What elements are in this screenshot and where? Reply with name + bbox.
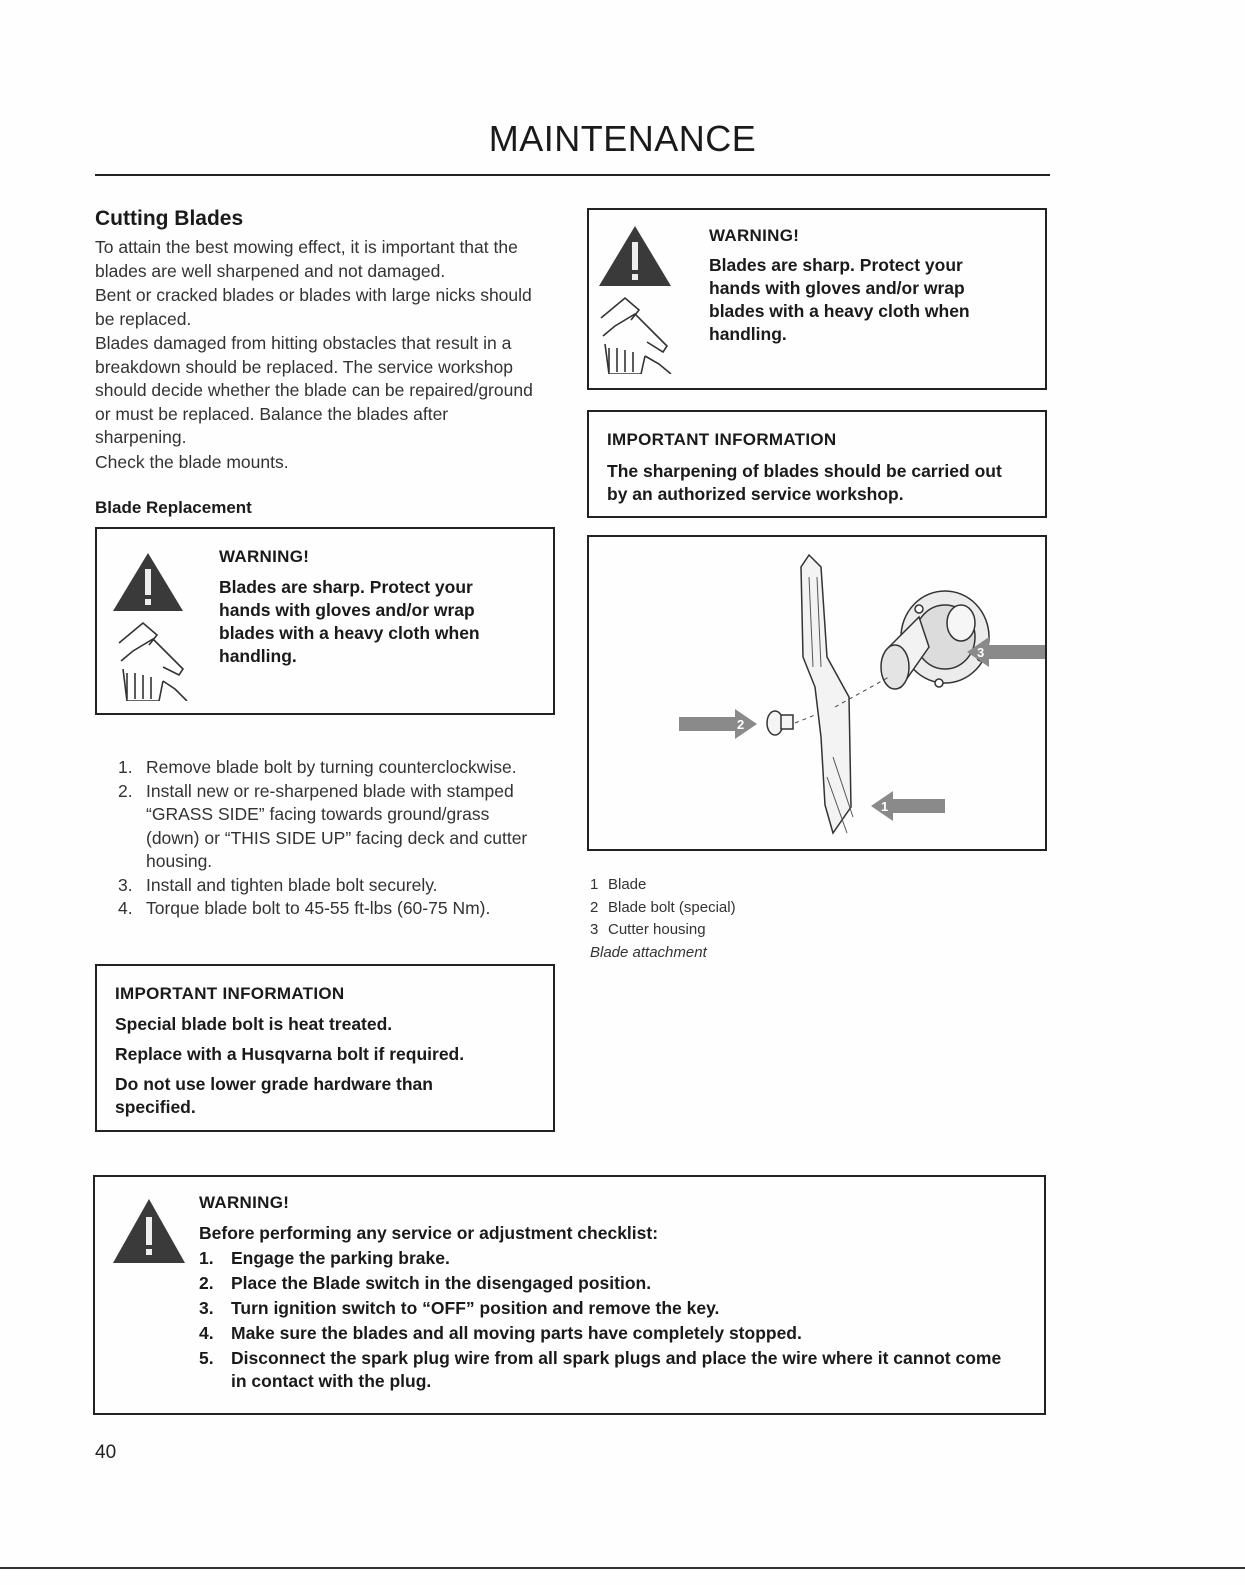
checklist-number: 4. — [199, 1323, 214, 1343]
important-line: Special blade bolt is heat treated. — [115, 1014, 393, 1034]
page-number: 40 — [95, 1442, 117, 1463]
checklist-text: Place the Blade switch in the disengaged position. — [231, 1273, 652, 1293]
step-text: Remove blade bolt by turning counterclockwise. — [146, 757, 517, 777]
legend-item — [590, 874, 736, 897]
callout-label: 1 — [881, 799, 889, 814]
warning-text: Blades are sharp. Protect your hands with gloves and/or wrap blades with a heavy cloth when handling. — [219, 577, 480, 666]
callout-label: 3 — [977, 645, 985, 660]
list-item — [118, 756, 558, 780]
warning-text: Blades are sharp. Protect your hands with gloves and/or wrap blades with a heavy cloth when handling. — [709, 255, 970, 344]
legend-label: Cutter housing — [608, 921, 706, 938]
important-text — [115, 1013, 535, 1119]
legend-label: Blade bolt (special) — [608, 898, 736, 916]
step-number: 2. — [118, 780, 133, 801]
blade-bolt-drawing — [767, 711, 793, 735]
figure-caption: Blade attachment — [590, 943, 707, 961]
warning-heading: WARNING! — [219, 547, 310, 566]
step-text: Install and tighten blade bolt securely. — [146, 874, 438, 895]
warning-box-glove — [95, 527, 555, 715]
callout-arrow-2 — [679, 709, 757, 739]
important-line: Replace with a Husqvarna bolt if required. — [115, 1044, 465, 1064]
cutter-housing-drawing — [881, 591, 989, 689]
warning-box-checklist — [93, 1175, 1046, 1415]
list-item — [118, 780, 558, 874]
blade-drawing — [801, 555, 851, 833]
step-number: 1. — [118, 757, 133, 777]
warning-triangle-icon — [595, 224, 679, 374]
intro-paragraph: Bent or cracked blades or blades with large nicks should be replaced. — [95, 285, 532, 329]
step-text: Torque blade bolt to 45-55 ft-lbs (60-75 Nm). — [146, 898, 491, 918]
figure-legend — [590, 874, 736, 964]
warning-heading: WARNING! — [199, 1193, 290, 1212]
warning-box-glove-right — [587, 208, 1047, 390]
important-info-box-right — [587, 410, 1047, 518]
intro-paragraph: Check the blade mounts. — [95, 451, 289, 472]
intro-paragraph: Blades damaged from hitting obstacles that result in a breakdown should be replaced. The service workshop should decide whether the blade can be repaired/ground or must be replaced. Balance the blades after sharpening. — [95, 333, 533, 447]
warning-checklist — [199, 1222, 1019, 1393]
list-item — [118, 874, 558, 898]
intro-paragraph: To attain the best mowing effect, it is important that the blades are well sharpened and not damaged. — [95, 237, 518, 281]
warning-heading: WARNING! — [709, 226, 800, 245]
important-heading: IMPORTANT INFORMATION — [607, 430, 837, 449]
subsection-title: Blade Replacement — [95, 498, 252, 517]
callout-label: 2 — [737, 717, 745, 732]
checklist-number: 5. — [199, 1348, 214, 1368]
important-line: Do not use lower grade hardware than specified. — [115, 1074, 433, 1117]
important-info-box-left — [95, 964, 555, 1132]
checklist-text: Disconnect the spark plug wire from all spark plugs and place the wire where it cannot come in contact with the plug. — [231, 1348, 1002, 1391]
checklist-number: 1. — [199, 1248, 214, 1268]
checklist-intro: Before performing any service or adjustment checklist: — [199, 1223, 659, 1243]
step-text: Install new or re-sharpened blade with stamped “GRASS SIDE” facing towards ground/grass (down) or “THIS SIDE UP” facing deck and cutter housing. — [146, 780, 528, 871]
blade-diagram — [589, 537, 1045, 849]
checklist-text: Turn ignition switch to “OFF” position and remove the key. — [231, 1298, 720, 1318]
intro-text — [95, 236, 535, 475]
important-heading: IMPORTANT INFORMATION — [115, 984, 345, 1003]
list-item — [199, 1347, 1019, 1393]
warning-triangle-icon — [111, 1197, 187, 1267]
legend-label: Blade — [608, 876, 647, 893]
warning-triangle-icon — [113, 551, 191, 701]
list-item — [199, 1247, 1019, 1270]
legend-item — [590, 919, 736, 942]
list-item — [199, 1272, 1019, 1295]
legend-item — [590, 897, 736, 920]
list-item — [199, 1297, 1019, 1320]
legend-number: 2 — [590, 898, 599, 916]
checklist-text: Make sure the blades and all moving parts have completely stopped. — [231, 1323, 802, 1343]
replacement-steps — [118, 756, 558, 921]
list-item — [199, 1322, 1019, 1345]
important-text: The sharpening of blades should be carried out by an authorized service workshop. — [607, 461, 1002, 504]
legend-number: 3 — [590, 921, 599, 938]
step-number: 3. — [118, 874, 133, 895]
checklist-text: Engage the parking brake. — [231, 1248, 450, 1268]
page-title: MAINTENANCE — [488, 118, 757, 159]
list-item — [118, 897, 558, 921]
legend-number: 1 — [590, 876, 599, 893]
title-rule — [95, 174, 1050, 176]
checklist-number: 3. — [199, 1298, 214, 1318]
step-number: 4. — [118, 898, 133, 918]
callout-arrow-1 — [871, 791, 945, 821]
scan-edge — [0, 1567, 1245, 1569]
section-title: Cutting Blades — [95, 207, 244, 230]
blade-attachment-figure — [587, 535, 1047, 851]
checklist-number: 2. — [199, 1273, 214, 1293]
